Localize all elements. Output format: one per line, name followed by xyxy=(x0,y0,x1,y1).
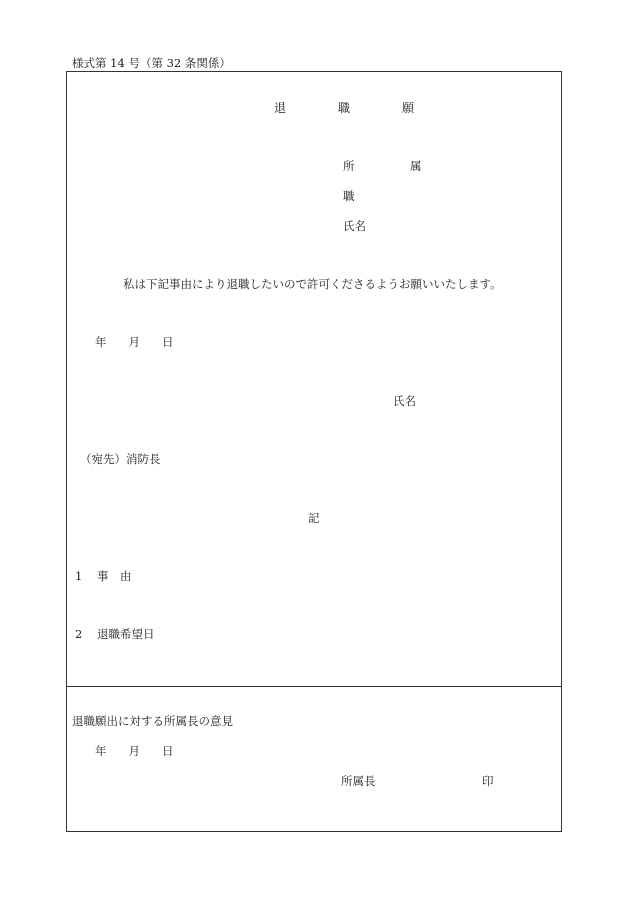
signature-name-label: 氏名 xyxy=(393,394,416,408)
date-year-label: 年 xyxy=(95,335,107,349)
date-year-label: 年 xyxy=(95,744,107,758)
position-label: 職 xyxy=(343,189,355,203)
item-label: 事 由 xyxy=(97,569,132,583)
form-number: 様式第 14 号（第 32 条関係） xyxy=(72,56,231,70)
frame-divider xyxy=(66,686,562,687)
item-number: 2 xyxy=(75,627,83,641)
chief-label: 所属長 xyxy=(341,774,376,788)
item-label: 退職希望日 xyxy=(97,627,155,641)
ki-heading: 記 xyxy=(308,511,320,525)
date-day-label: 日 xyxy=(162,744,174,758)
submission-date xyxy=(95,337,174,349)
item-desired-date xyxy=(75,629,155,641)
date-day-label: 日 xyxy=(162,335,174,349)
addressee: （宛先）消防長 xyxy=(80,452,161,466)
date-month-label: 月 xyxy=(128,744,140,758)
seal-label: 印 xyxy=(482,774,494,788)
item-reason xyxy=(75,571,132,583)
affiliation-label: 所 属 xyxy=(343,159,444,173)
opinion-date xyxy=(95,746,174,758)
request-statement: 私は下記事由により退職したいので許可くださるようお願いいたします。 xyxy=(123,277,502,291)
applicant-name-label: 氏名 xyxy=(343,219,366,233)
opinion-heading: 退職願出に対する所属長の意見 xyxy=(72,714,233,728)
document-title: 退 職 願 xyxy=(274,101,435,115)
item-number: 1 xyxy=(75,569,83,583)
date-month-label: 月 xyxy=(128,335,140,349)
